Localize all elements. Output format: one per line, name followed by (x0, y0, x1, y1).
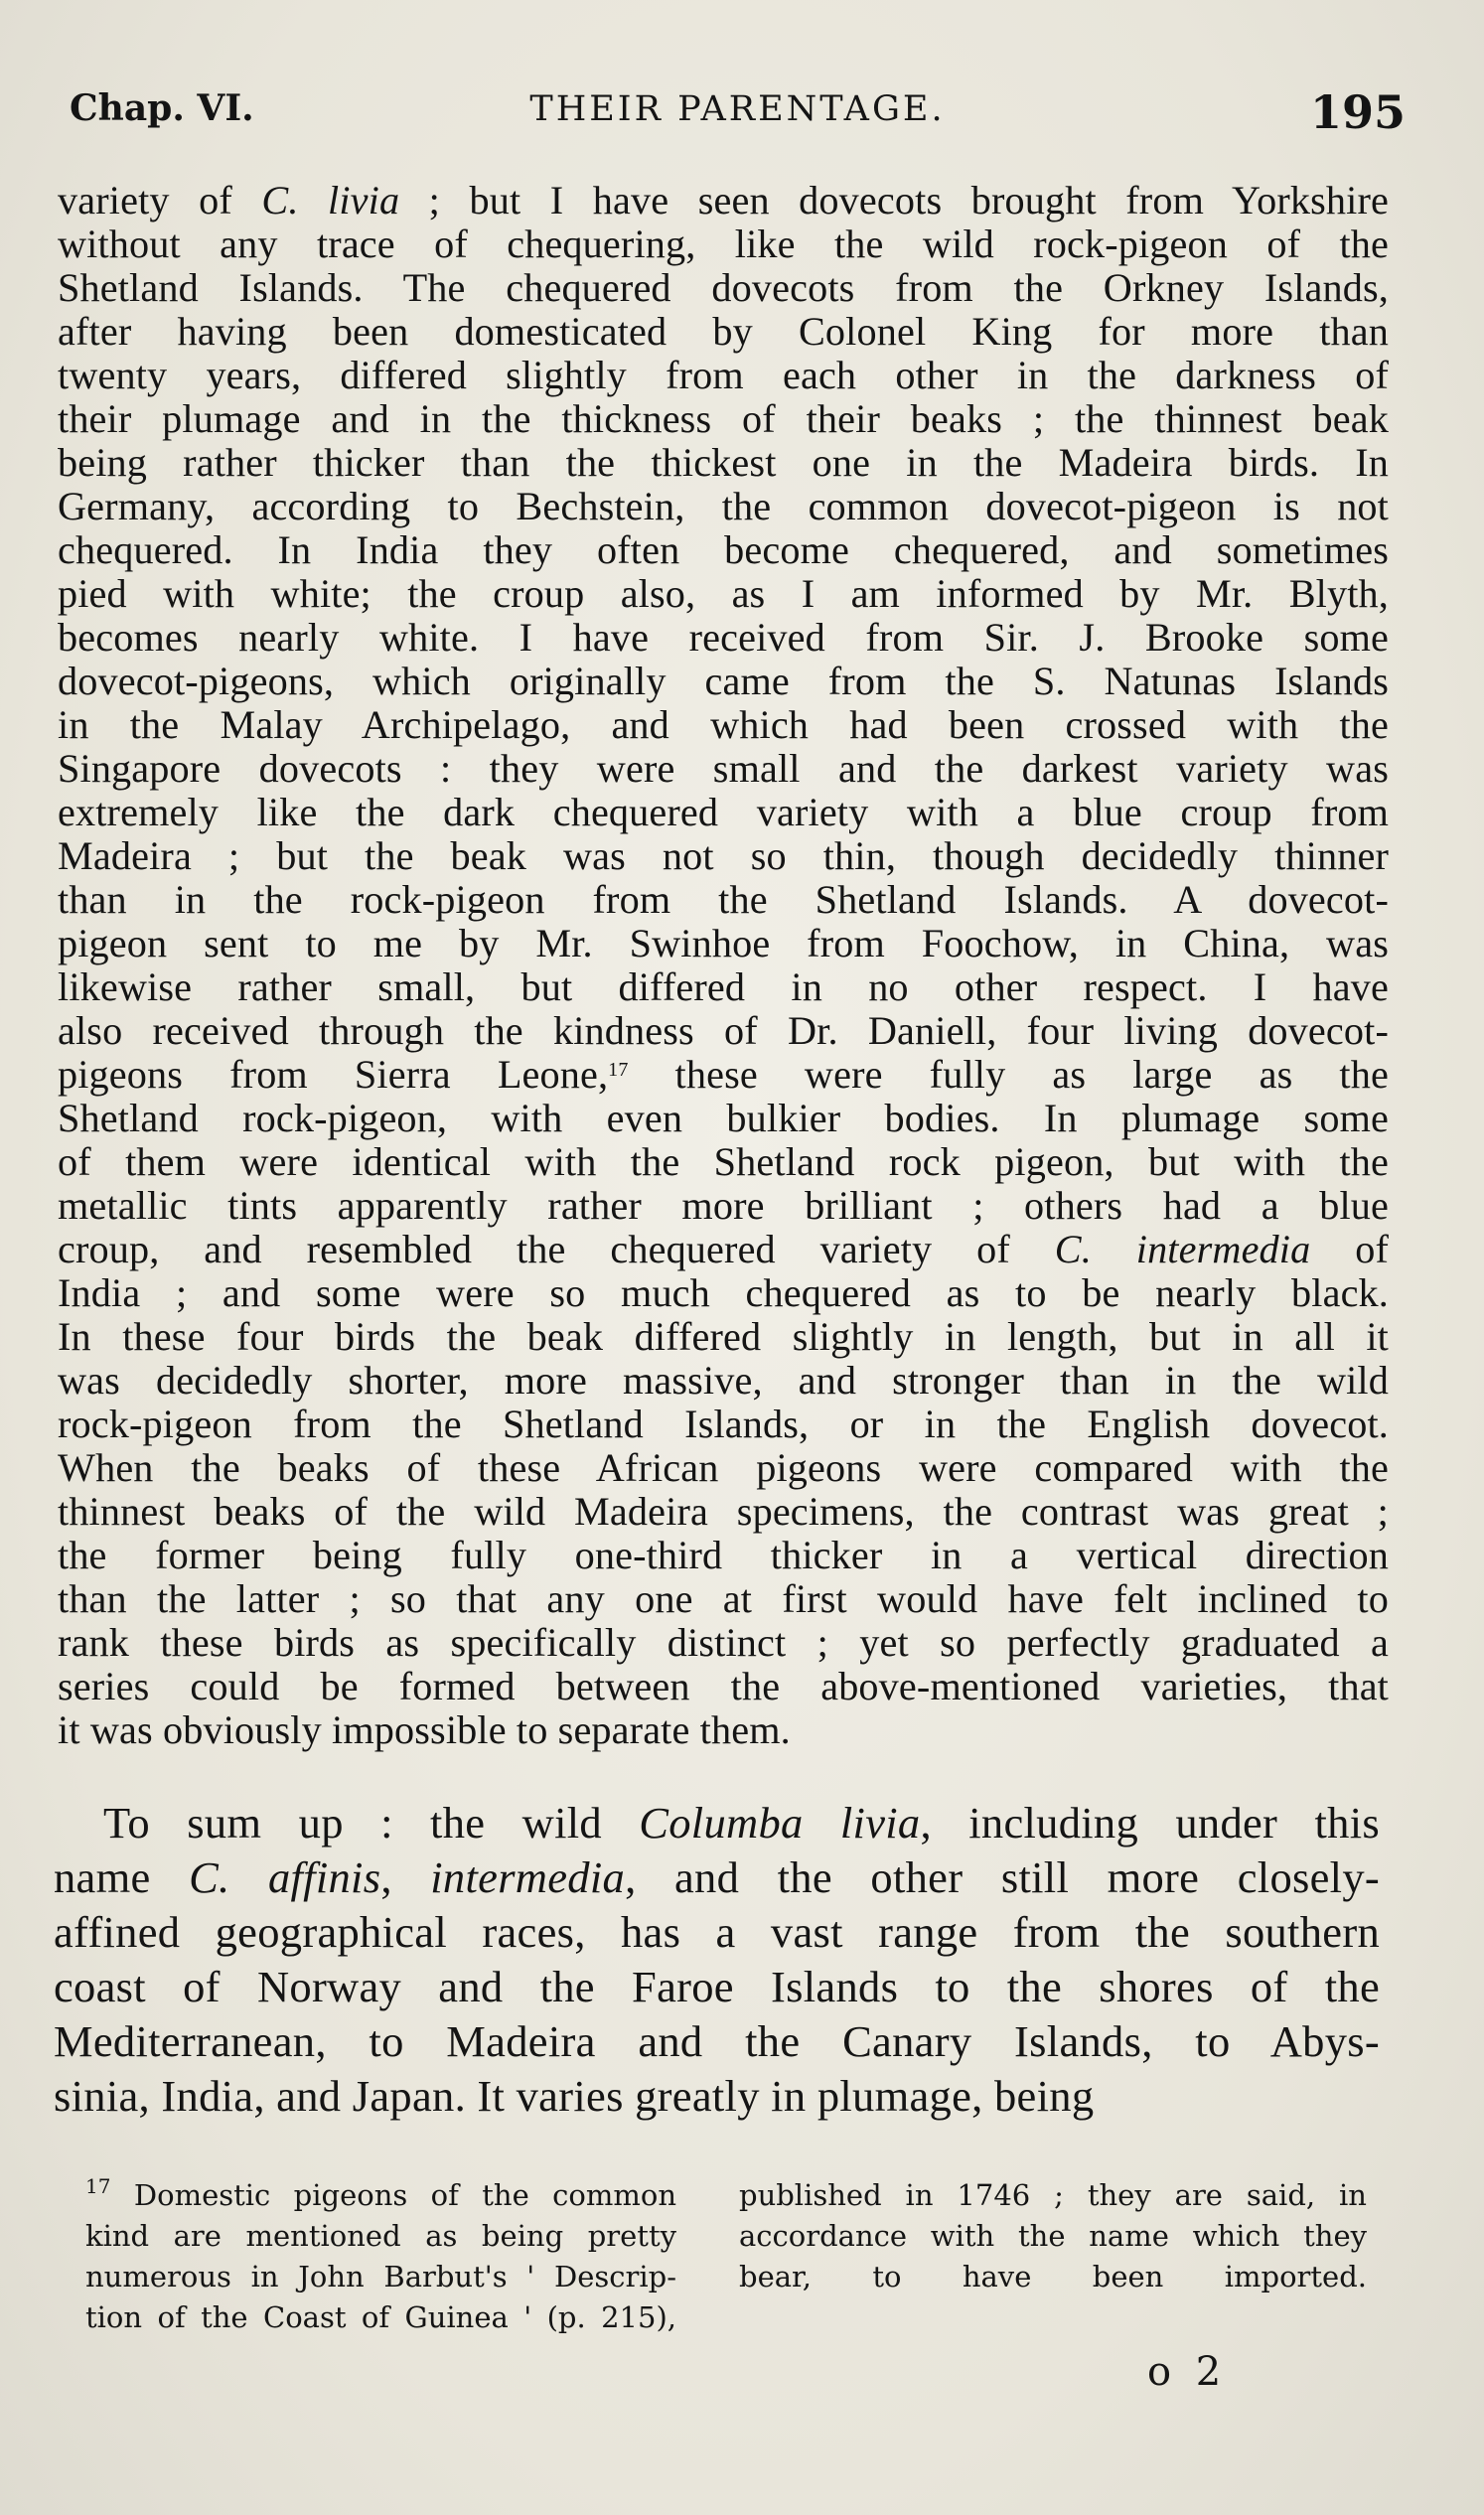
text-line: rock-pigeon from the Shetland Islands, or in the English dovecot. (58, 1402, 1389, 1446)
text-line: sinia, India, and Japan. It varies greatly in plumage, being (54, 2071, 1095, 2121)
text-line: pied with white; the croup also, as I am informed by Mr. Blyth, (58, 571, 1389, 616)
text-line: pigeon sent to me by Mr. Swinhoe from Foochow, in China, was (58, 921, 1389, 965)
text-line: To sum up : the wild Columba livia, including under this (103, 1798, 1380, 1848)
paragraph-1 (58, 179, 1389, 1752)
text-line: variety of C. livia ; but I have seen dovecots brought from Yorkshire (58, 178, 1390, 222)
text-line: rank these birds as specifically distinct ; yet so perfectly graduated a (58, 1620, 1389, 1665)
footnote-line: published in 1746 ; they are said, in (739, 2178, 1367, 2212)
footnote-column-left (85, 2175, 676, 2338)
text-line: coast of Norway and the Faroe Islands to the shores of the (54, 1962, 1380, 2011)
footnote-line: kind are mentioned as being pretty (85, 2219, 676, 2253)
text-line: becomes nearly white. I have received from Sir. J. Brooke some (58, 615, 1389, 660)
text-line: the former being fully one-third thicker in a vertical direction (58, 1533, 1389, 1577)
running-title: THEIR PARENTAGE. (529, 89, 946, 129)
text-line: extremely like the dark chequered variety with a blue croup from (58, 790, 1389, 834)
text-line: Shetland Islands. The chequered dovecots from the Orkney Islands, (58, 265, 1389, 310)
text-line: without any trace of chequering, like the wild rock-pigeon of the (58, 222, 1389, 266)
footnotes (85, 2175, 1377, 2344)
footnote-line: accordance with the name which they (739, 2219, 1367, 2253)
text-line: likewise rather small, but differed in no other respect. I have (58, 964, 1389, 1009)
signature-mark: o 2 (1147, 2349, 1228, 2395)
text-line: thinnest beaks of the wild Madeira specimens, the contrast was great ; (58, 1489, 1389, 1534)
text-line: in the Malay Archipelago, and which had been crossed with the (58, 702, 1389, 747)
text-line: was decidedly shorter, more massive, and stronger than in the wild (58, 1358, 1389, 1403)
paragraph-2 (54, 1796, 1380, 2124)
text-line: of them were identical with the Shetland rock pigeon, but with the (58, 1139, 1389, 1184)
text-line: Germany, according to Bechstein, the common dovecot-pigeon is not (58, 484, 1389, 528)
text-line: it was obviously impossible to separate them. (58, 1707, 791, 1752)
text-line: Shetland rock-pigeon, with even bulkier bodies. In plumage some (58, 1096, 1389, 1140)
running-head (70, 87, 1406, 147)
text-line: name C. affinis, intermedia, and the other still more closely- (54, 1852, 1380, 1902)
text-line: Madeira ; but the beak was not so thin, though decidedly thinner (58, 833, 1389, 878)
text-line: series could be formed between the above-mentioned varieties, that (58, 1664, 1389, 1708)
footnote-line: tion of the Coast of Guinea ' (p. 215), (85, 2300, 676, 2334)
text-line: their plumage and in the thickness of their beaks ; the thinnest beak (58, 396, 1389, 441)
text-line: being rather thicker than the thickest one in the Madeira birds. In (58, 440, 1389, 485)
text-line: after having been domesticated by Colonel King for more than (58, 309, 1389, 354)
footnote-column-right (739, 2175, 1367, 2297)
text-line: chequered. In India they often become chequered, and sometimes (58, 527, 1389, 572)
text-line: also received through the kindness of Dr. Daniell, four living dovecot- (58, 1008, 1389, 1053)
text-line: Mediterranean, to Madeira and the Canary Islands, to Abys- (54, 2016, 1380, 2066)
page-number: 195 (1309, 85, 1406, 139)
text-line: than in the rock-pigeon from the Shetland Islands. A dovecot- (58, 877, 1389, 922)
text-line: twenty years, differed slightly from each other in the darkness of (58, 353, 1389, 397)
text-line: When the beaks of these African pigeons were compared with the (58, 1445, 1389, 1490)
text-line: Singapore dovecots : they were small and the darkest variety was (58, 746, 1389, 791)
text-line: than the latter ; so that any one at first would have felt inclined to (58, 1576, 1389, 1621)
text-line: affined geographical races, has a vast range from the southern (54, 1907, 1380, 1957)
text-line: metallic tints apparently rather more brilliant ; others had a blue (58, 1183, 1389, 1228)
text-line: In these four birds the beak differed slightly in length, but in all it (58, 1314, 1389, 1359)
footnote-line: bear, to have been imported. (739, 2260, 1367, 2293)
text-line: dovecot-pigeons, which originally came from the S. Natunas Islands (58, 659, 1389, 703)
text-line: India ; and some were so much chequered as to be nearly black. (58, 1270, 1389, 1315)
text-line: croup, and resembled the chequered variety of C. intermedia of (58, 1227, 1389, 1271)
footnote-line: numerous in John Barbut's ' Descrip- (85, 2260, 676, 2293)
text-line: pigeons from Sierra Leone,$^{17}$ these were fully as large as the (58, 1052, 1389, 1097)
footnote-line: $^{17}$ Domestic pigeons of the common (85, 2174, 676, 2212)
chapter-label: Chap. VI. (70, 87, 254, 129)
